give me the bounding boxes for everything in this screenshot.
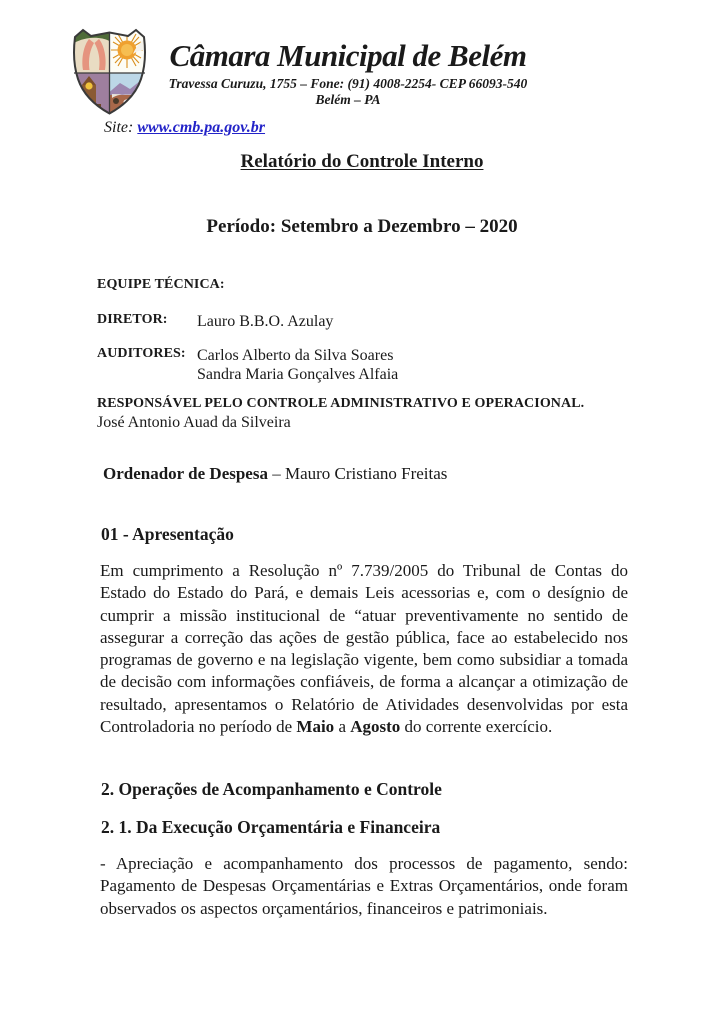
bold-month-maio: Maio xyxy=(296,717,335,737)
role-label-auditores: AUDITORES: xyxy=(97,346,186,361)
org-address: Travessa Curuzu, 1755 – Fone: (91) 4008-2254- CEP 66093-540 xyxy=(168,75,528,91)
section-heading-operacoes: 2. Operações de Acompanhamento e Controle xyxy=(101,779,442,799)
section-heading-execucao: 2. 1. Da Execução Orçamentária e Financeira xyxy=(101,817,441,837)
person-name-diretor: Lauro B.B.O. Azulay xyxy=(197,313,334,330)
ordenador-name: – Mauro Cristiano Freitas xyxy=(267,464,448,483)
paragraph-apresentacao-connector: a xyxy=(334,717,351,737)
header-identity xyxy=(166,38,530,108)
role-label-diretor: DIRETOR: xyxy=(97,312,168,327)
bold-month-agosto: Agosto xyxy=(350,717,401,737)
ordenador-label: Ordenador de Despesa xyxy=(103,464,268,483)
document-title: Relatório do Controle Interno xyxy=(240,151,484,172)
period-title: Período: Setembro a Dezembro – 2020 xyxy=(206,216,518,237)
site-label: Site: xyxy=(104,119,138,136)
paragraph-apresentacao-end: do corrente exercício. xyxy=(400,717,553,737)
person-name-auditor-2: Sandra Maria Gonçalves Alfaia xyxy=(197,366,399,383)
team-row-diretor xyxy=(97,312,333,331)
ordenador-line xyxy=(103,464,447,484)
responsible-label: RESPONSÁVEL PELO CONTROLE ADMINISTRATIVO E OPERACIONAL. xyxy=(97,396,585,411)
team-heading: EQUIPE TÉCNICA: xyxy=(97,277,225,292)
site-link[interactable]: www.cmb.pa.gov.br xyxy=(137,119,266,136)
org-city: Belém – PA xyxy=(315,91,381,107)
paragraph-apresentacao-start: Em cumprimento a Resolução nº 7.739/2005 do Tribunal de Contas do Estado do Estado do Pará, e demais Leis acessorias e, com o desígnio de cumprir a missão institucional de “atuar preventivamente no sentido de assegurar a correção das ações de gestão pública, face ao estabelecido nos programas de governo e na legislação vigente, bem como subsidiar a tomada de decisão com informações confiáveis, de forma a alcançar a otimização de resultado, apresentamos o Relatório de Atividades desenvolvidas por esta Controladoria no período de xyxy=(100,561,628,737)
org-name: Câmara Municipal de Belém xyxy=(169,38,527,73)
paragraph-apresentacao xyxy=(100,560,628,738)
team-row-auditores xyxy=(97,346,398,384)
site-line xyxy=(104,119,265,137)
belem-coat-of-arms-icon xyxy=(70,28,149,121)
person-name-auditor-1: Carlos Alberto da Silva Soares xyxy=(197,347,394,364)
section-heading-apresentacao: 01 - Apresentação xyxy=(101,524,234,544)
paragraph-execucao: - Apreciação e acompanhamento dos processos de pagamento, sendo: Pagamento de Despesas Orçamentárias e Extras Orçamentários, onde foram observados os aspectos orçamentários, financeiros e patrimoniais. xyxy=(100,854,628,918)
auditor-names xyxy=(197,346,398,384)
responsible-name: José Antonio Auad da Silveira xyxy=(97,414,291,431)
